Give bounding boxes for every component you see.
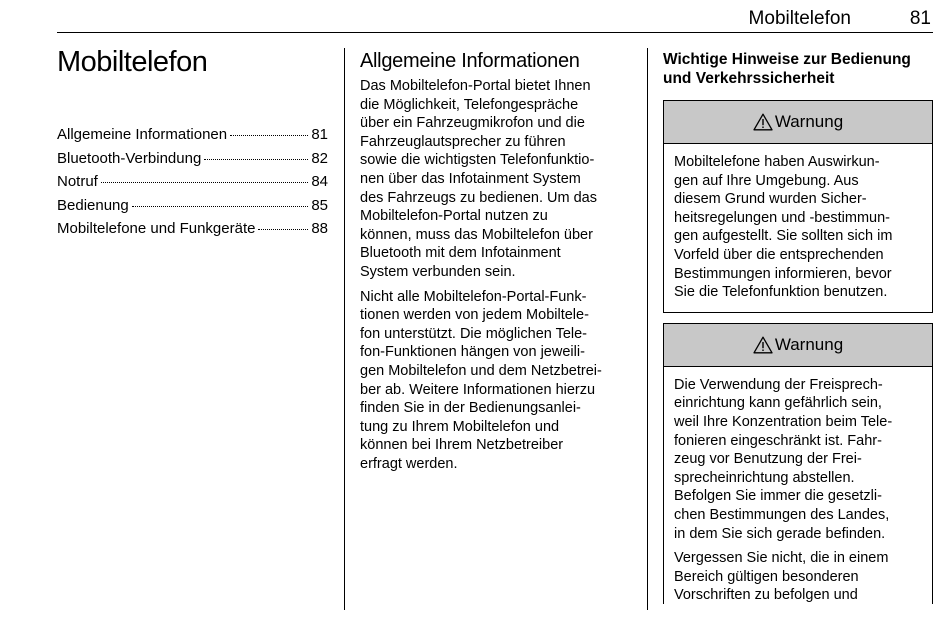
toc-leader-dots (258, 229, 308, 230)
warning-text: Die Verwendung der Freisprech- einrichtung kann gefährlich sein, weil Ihre Konzentration beim Tele- fonieren eingeschränkt ist. Fahr- zeug vor Benutzung der Frei- sprecheinrichtung abstellen. Befolgen Sie immer die gesetzli- chen Bestimmungen des Landes, in dem Sie sich gerade befinden. (674, 376, 893, 542)
warning-body (664, 367, 932, 604)
column-divider (344, 48, 345, 610)
section-title: Allgemeine Informationen (360, 50, 580, 72)
toc-entry-page: 85 (311, 196, 328, 214)
toc-entry-page: 82 (311, 149, 328, 167)
running-header (57, 6, 933, 33)
toc-leader-dots (101, 182, 308, 183)
warning-triangle-icon (753, 336, 773, 354)
body-paragraph: Das Mobiltelefon-Portal bietet Ihnen die Möglichkeit, Telefongespräche über ein Fahrzeugmikrofon und die Fahrzeuglautsprecher zu führen sowie die wichtigsten Telefonfunktio- nen über das Infotainment System des Fahrzeugs zu bedienen. Um das Mobiltelefon-Portal nutzen zu können, muss das Mobiltelefon über Bluetooth mit dem Infotainment System verbunden sein. (360, 78, 597, 280)
toc-entry-page: 81 (311, 126, 328, 143)
toc-entry[interactable] (57, 150, 328, 174)
toc-entry-label: Allgemeine Informationen (57, 126, 228, 143)
toc-entry[interactable] (57, 126, 328, 150)
toc-entry-label: Bluetooth-Verbindung (57, 149, 202, 167)
warning-box (663, 100, 933, 313)
warning-triangle-icon (753, 113, 773, 131)
toc-entry-page: 88 (311, 220, 328, 237)
warning-header (664, 324, 932, 367)
safety-notes-section (663, 50, 933, 614)
toc-entry-label: Bedienung (57, 196, 129, 214)
page-number: 81 (909, 8, 931, 29)
toc-entry-page: 84 (311, 173, 328, 190)
column-divider (647, 48, 648, 610)
warning-body (664, 144, 932, 312)
toc-leader-dots (132, 206, 309, 207)
table-of-contents (57, 126, 328, 244)
toc-leader-dots (230, 135, 308, 136)
warning-text: Mobiltelefone haben Auswirkun- gen auf Ihre Umgebung. Aus diesem Grund wurden Sicher- heitsregelungen und -bestimmun- gen aufgestellt. Sie sollten sich im Vorfeld über die entsprechenden Bestimmungen informieren, bevor Sie die Telefonfunktion benutzen. (674, 154, 893, 301)
subsection-title: Wichtige Hinweise zur Bedienung und Verkehrssicherheit (663, 51, 911, 87)
toc-entry[interactable] (57, 173, 328, 197)
toc-leader-dots (204, 159, 308, 160)
warning-label: Warnung (774, 112, 844, 131)
body-paragraph: Nicht alle Mobiltelefon-Portal-Funk- tionen werden von jedem Mobiltele- fon unterstützt. Die möglichen Tele- fon-Funktionen hängen von jeweili- gen Mobiltelefon und dem Netzbetrei- ber ab. Weitere Informationen hierzu finden Sie in der Bedienungsanlei- tung zu Ihrem Mobiltelefon und können bei Ihrem Netzbetreiber erfragt werden. (360, 288, 602, 472)
chapter-title: Mobiltelefon (57, 46, 208, 78)
warning-box (663, 323, 933, 604)
toc-entry[interactable] (57, 197, 328, 221)
warning-header (664, 101, 932, 144)
running-header-title: Mobiltelefon (748, 8, 851, 29)
toc-entry-label: Mobiltelefone und Funkgeräte (57, 220, 256, 237)
toc-entry-label: Notruf (57, 173, 98, 190)
warning-label: Warnung (774, 334, 844, 354)
general-information-section (360, 50, 636, 479)
warning-text: Vergessen Sie nicht, die in einem Bereich gültigen besonderen Vorschriften zu befolgen und (674, 550, 889, 604)
toc-entry[interactable] (57, 220, 328, 244)
